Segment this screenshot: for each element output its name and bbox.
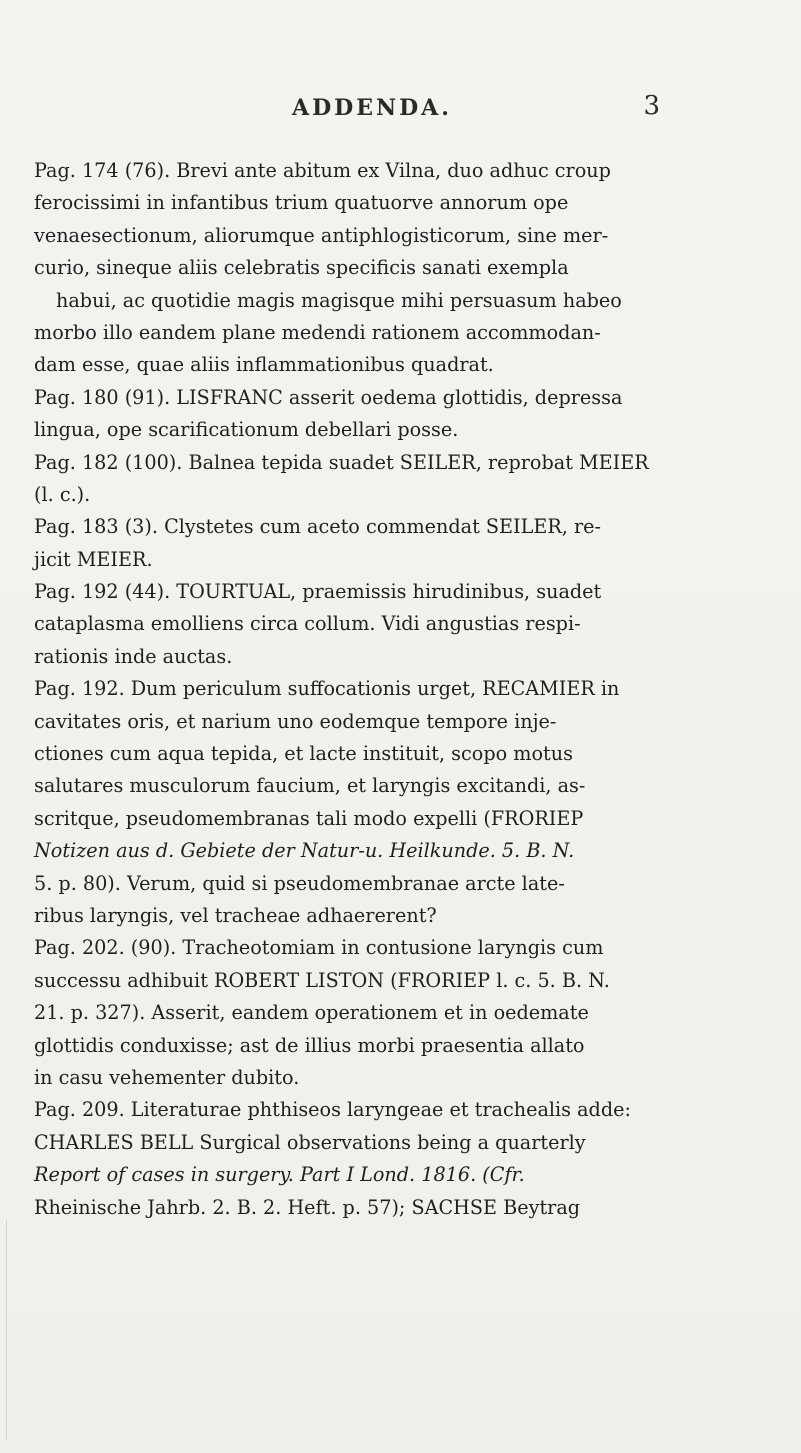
text-line: Pag. 180 (91). LISFRANC asserit oedema glottidis, depressa: [34, 385, 623, 409]
text-line: Pag. 183 (3). Clystetes cum aceto commendat SEILER, re-: [34, 515, 602, 539]
text-line: ferocissimi in infantibus trium quatuorve annorum ope: [34, 191, 569, 215]
text-line: Rheinische Jahrb. 2. B. 2. Heft. p. 57); SACHSE Beytrag: [34, 1195, 581, 1219]
text-line: Pag. 209. Literaturae phthiseos laryngeae et trachealis adde:: [34, 1098, 631, 1122]
text-line: lingua, ope scarificationum debellari posse.: [34, 418, 459, 442]
text-line: 5. p. 80). Verum, quid si pseudomembranae arcte late-: [34, 871, 565, 895]
running-head: ADDENDA.: [292, 95, 452, 121]
text-line: venaesectionum, aliorumque antiphlogisticorum, sine mer-: [34, 223, 609, 247]
text-line: rationis inde auctas.: [34, 644, 233, 668]
page-edge-mark: [6, 1220, 7, 1440]
text-line: Pag. 182 (100). Balnea tepida suadet SEILER, reprobat MEIER: [34, 450, 649, 474]
text-line: Pag. 202. (90). Tracheotomiam in contusione laryngis cum: [34, 936, 604, 960]
text-line: CHARLES BELL Surgical observations being a quarterly: [34, 1130, 586, 1154]
page-body: [34, 155, 774, 1224]
text-line: scritque, pseudomembranas tali modo expelli (FRORIEP: [34, 806, 584, 830]
text-line: ctiones cum aqua tepida, et lacte instituit, scopo motus: [34, 742, 573, 766]
text-line: Pag. 192. Dum periculum suffocationis urget, RECAMIER in: [34, 677, 620, 701]
text-line: ribus laryngis, vel tracheae adhaererent?: [34, 903, 437, 927]
text-line: in casu vehementer dubito.: [34, 1065, 300, 1089]
text-line: (l. c.).: [34, 482, 91, 506]
text-line: 21. p. 327). Asserit, eandem operationem et in oedemate: [34, 1001, 589, 1025]
text-line: successu adhibuit ROBERT LISTON (FRORIEP l. c. 5. B. N.: [34, 968, 610, 992]
text-line: dam esse, quae aliis inflammationibus quadrat.: [34, 353, 494, 377]
text-line: cavitates oris, et narium uno eodemque tempore inje-: [34, 709, 557, 733]
text-line: Report of cases in surgery. Part I Lond. 1816. (Cfr.: [34, 1163, 525, 1187]
page-header: [260, 91, 680, 125]
page-number: 3: [643, 91, 660, 121]
text-line: Notizen aus d. Gebiete der Natur-u. Heilkunde. 5. B. N.: [34, 839, 575, 863]
text-line: habui, ac quotidie magis magisque mihi persuasum habeo: [56, 288, 622, 312]
text-line: Pag. 174 (76). Brevi ante abitum ex Vilna, duo adhuc croup: [34, 159, 611, 182]
text-line: glottidis conduxisse; ast de illius morbi praesentia allato: [34, 1033, 585, 1057]
text-line: curio, sineque aliis celebratis specificis sanati exempla: [34, 256, 569, 280]
text-line: morbo illo eandem plane medendi rationem accommodan-: [34, 320, 601, 344]
text-line: cataplasma emolliens circa collum. Vidi angustias respi-: [34, 612, 581, 636]
text-line: Pag. 192 (44). TOURTUAL, praemissis hirudinibus, suadet: [34, 580, 602, 604]
text-line: salutares musculorum faucium, et laryngis excitandi, as-: [34, 774, 586, 798]
text-line: jicit MEIER.: [34, 547, 153, 571]
